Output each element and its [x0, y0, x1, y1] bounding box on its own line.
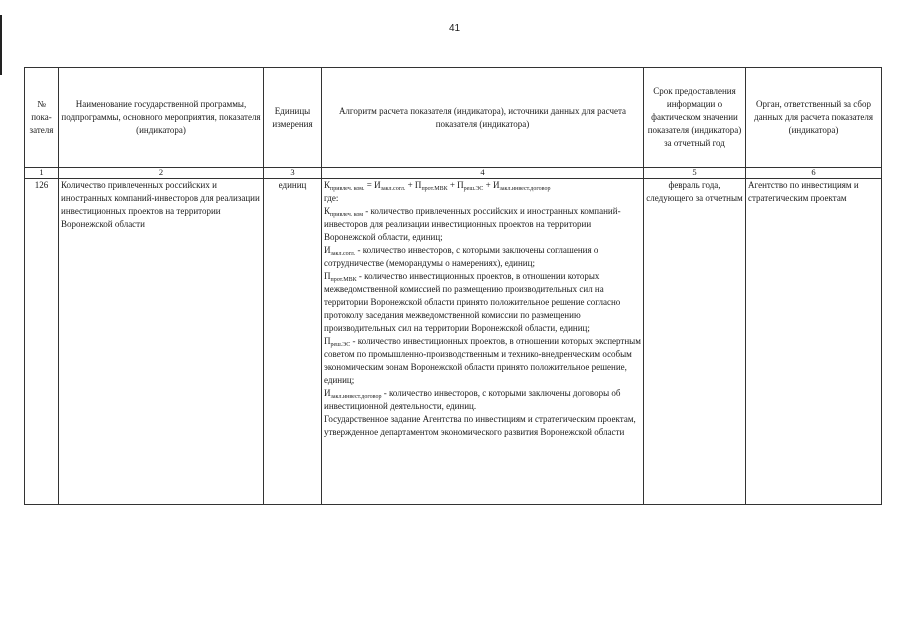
- header-deadline: Срок предоставления информации о фактическом значении показателя (индикатора) за отчетный год: [644, 68, 746, 168]
- row-number: 126: [25, 179, 59, 505]
- column-number: 6: [746, 168, 882, 179]
- definition: $И_{закл.инвест.договор}$ - количество инвесторов, с которыми заключены договоры об инвестиционной деятельности, единиц.: [324, 388, 621, 411]
- header-name: Наименование государственной программы, подпрограммы, основного мероприятия, показателя (индикатора): [59, 68, 264, 168]
- column-number: 3: [264, 168, 322, 179]
- header-algorithm: Алгоритм расчета показателя (индикатора), источники данных для расчета показателя (индикатора): [322, 68, 644, 168]
- deadline-value: февраль года, следующего за отчетным: [644, 179, 746, 505]
- column-number-row: [25, 168, 882, 179]
- page-edge-mark: [0, 15, 2, 75]
- header-number: № пока-зателя: [25, 68, 59, 168]
- header-unit: Единицы измерения: [264, 68, 322, 168]
- table-row: [25, 179, 882, 505]
- indicator-name: Количество привлеченных российских и иностранных компаний-инвесторов для реализации инвестиционных проектов на территории Воронежской области: [59, 179, 264, 505]
- unit-value: единиц: [264, 179, 322, 505]
- definition: $К_{привлеч. ком}$ - количество привлеченных российских и иностранных компаний-инвесторов для реализации инвестиционных проектов на территории Воронежской области, единиц;: [324, 206, 621, 242]
- header-responsible: Орган, ответственный за сбор данных для расчета показателя (индикатора): [746, 68, 882, 168]
- column-number: 1: [25, 168, 59, 179]
- column-number: 5: [644, 168, 746, 179]
- page-number: 41: [449, 23, 461, 34]
- definition: $П_{реш.ЭС}$ - количество инвестиционных проектов, в отношении которых экспертным советом по промышленно-производственным и технико-внедренческим особым экономическим зонам Воронежской области принято положительное решение, единиц;: [324, 336, 641, 385]
- column-number: 2: [59, 168, 264, 179]
- indicator-table: [24, 67, 882, 505]
- algorithm-cell: [322, 179, 644, 505]
- formula: $К_{привлеч. ком.} = И_{закл.согл.} + П_{прот.МВК} + П_{реш.ЭС} + И_{закл.инвест.договор}$: [324, 180, 551, 192]
- definition: $П_{прот.МВК}$ - количество инвестиционных проектов, в отношении которых межведомственной комиссией по размещению производительных сил на территории Воронежской области принято положительное решение согласно протоколу заседания межведомственной комиссии по размещению производительных сил на территории Воронежской области, единиц;: [324, 271, 621, 333]
- header-row: [25, 68, 882, 168]
- where-label: где:: [324, 193, 339, 203]
- data-source: Государственное задание Агентства по инвестициям и стратегическим проектам, утвержденное департаментом экономического развития Воронежской области: [324, 414, 636, 437]
- responsible-value: Агентство по инвестициям и стратегическим проектам: [746, 179, 882, 505]
- column-number: 4: [322, 168, 644, 179]
- definition: $И_{закл.согл.}$ - количество инвесторов, с которыми заключены соглашения о сотрудничестве (меморандумы о намерениях), единиц;: [324, 245, 599, 268]
